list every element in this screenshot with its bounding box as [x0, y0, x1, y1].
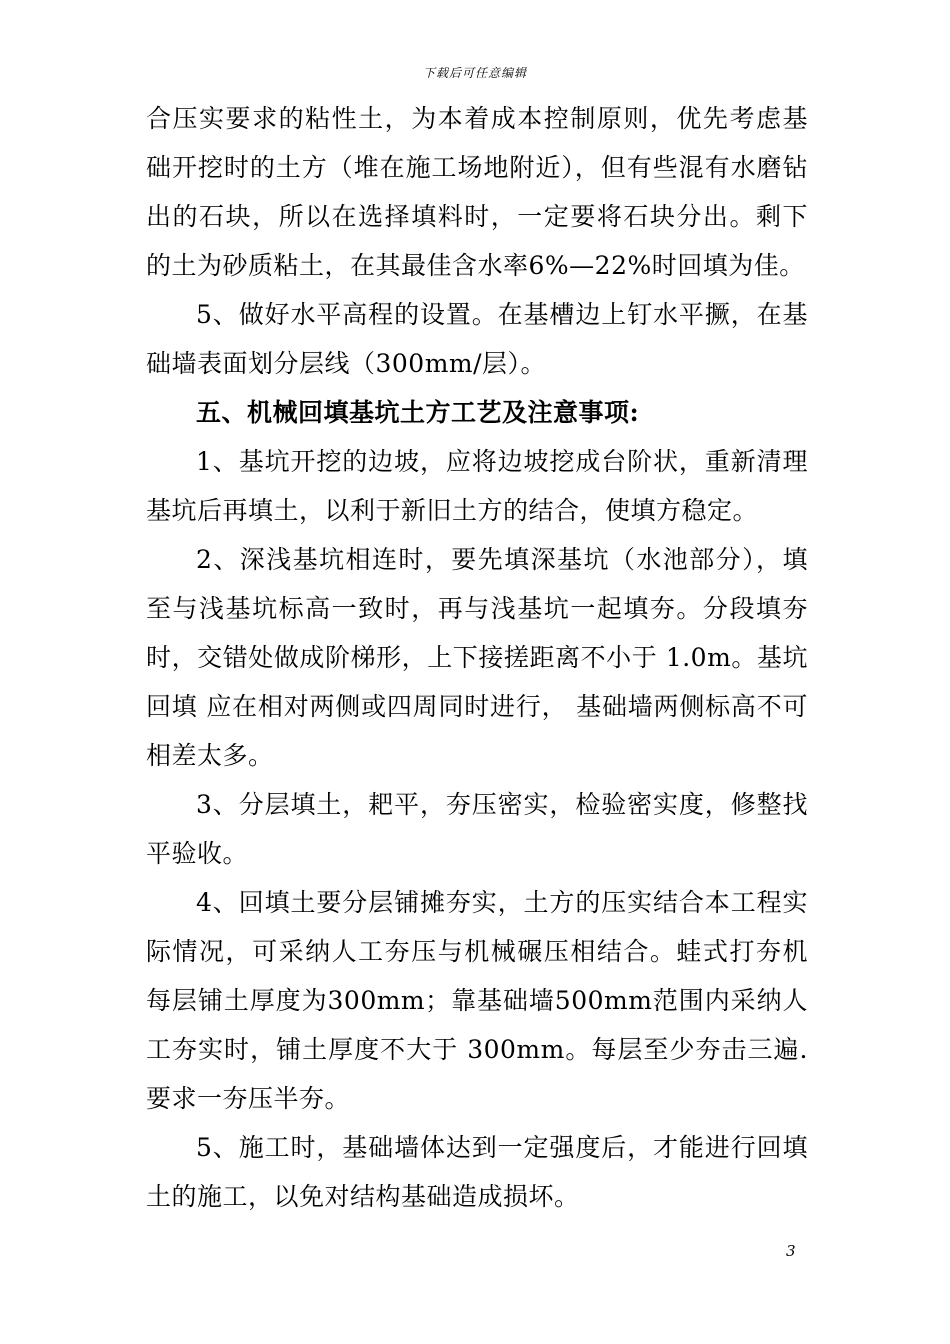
paragraph-continuation: 合压实要求的粘性土，为本着成本控制原则，优先考虑基础开挖时的土方（堆在施工场地附近），但有些混有水磨钻出的石块，所以在选择填料时，一定要将石块分出。剩下的土为砂质粘土，在其最佳含水率6%—22%时回填为佳。 [146, 104, 808, 280]
page-header: 下载后可任意编辑 [422, 66, 527, 80]
paragraph-item-3: 3、分层填土，耙平，夯压密实，检验密实度，修整找平验收。 [146, 790, 808, 868]
paragraph-item-2: 2、深浅基坑相连时，要先填深基坑（水池部分），填至与浅基坑标高一致时，再与浅基坑一起填夯。分段填夯时，交错处做成阶梯形，上下接搓距离不小于 1.0m。基坑回填 应在相对两侧或四周同时进行， 基础墙两侧标高不可相差太多。 [146, 545, 808, 770]
paragraph-item-1: 1、基坑开挖的边坡，应将边坡挖成台阶状，重新清理基坑后再填土，以利于新旧土方的结合，使填方稳定。 [146, 447, 808, 525]
paragraph-item-5-elevation: 5、做好水平高程的设置。在基槽边上钉水平撅，在基础墙表面划分层线（300mm/层）。 [146, 300, 808, 378]
document-body [146, 94, 808, 1221]
paragraph-item-5: 5、施工时，基础墙体达到一定强度后，才能进行回填土的施工，以免对结构基础造成损坏。 [146, 1133, 808, 1211]
paragraph-item-4: 4、回填土要分层铺摊夯实，土方的压实结合本工程实际情况，可采纳人工夯压与机械碾压相结合。蛙式打夯机每层铺土厚度为300mm；靠基础墙500mm范围内采纳人工夯实时，铺土厚度不大于 300mm。每层至少夯击三遍.要求一夯压半夯。 [146, 888, 808, 1113]
page-number: 3 [786, 1242, 796, 1260]
section-heading: 五、机械回填基坑土方工艺及注意事项: [196, 398, 640, 427]
